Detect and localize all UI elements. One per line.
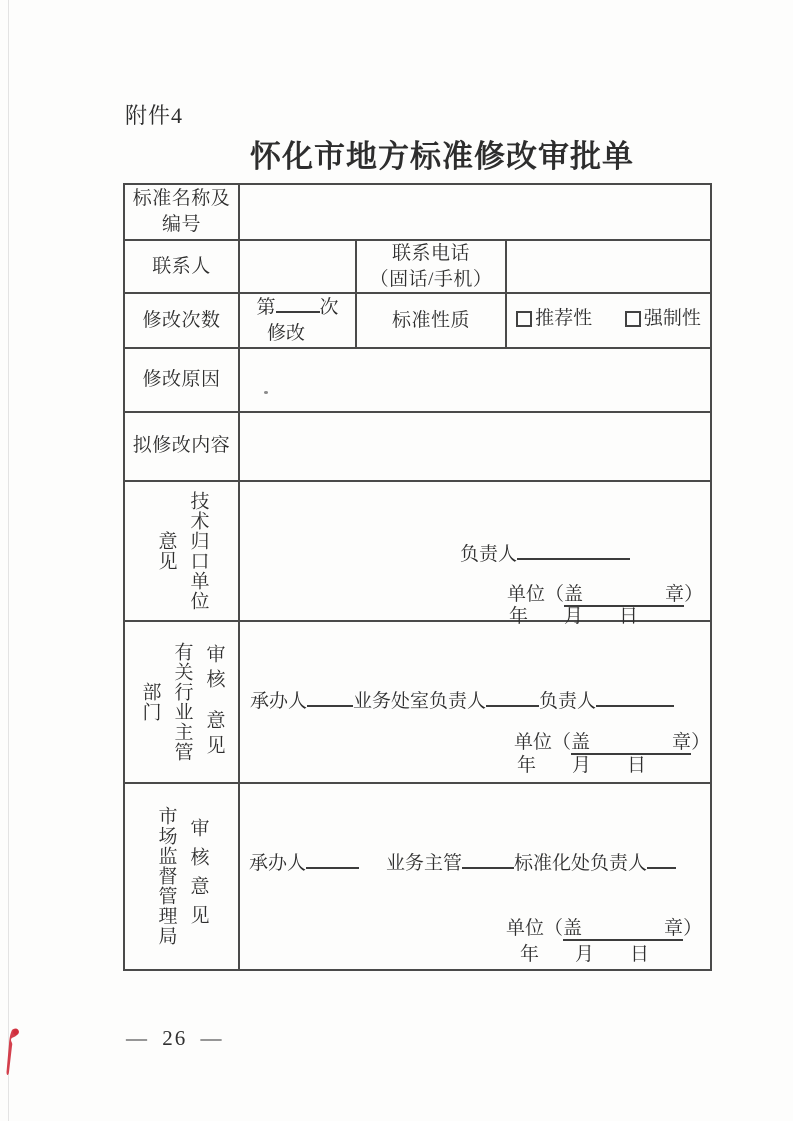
- page-title: 怀化市地方标准修改审批单: [250, 139, 634, 174]
- industry-date-line: 年 月 日: [517, 754, 647, 776]
- tech-opinion-label: 意见: [155, 530, 177, 571]
- market-bureau-label: 市场监督管理局: [155, 806, 177, 947]
- reason-field: [239, 348, 711, 412]
- revision-times-field: 第 次 修改: [239, 293, 356, 347]
- tech-unit-label: 技术归口单位: [187, 490, 209, 611]
- seal-blank: 盖 章: [563, 918, 683, 942]
- row-tech-unit-opinion: [124, 481, 711, 621]
- row-contact: [124, 240, 711, 293]
- revision-times-label: 修改次数: [124, 293, 239, 347]
- checkbox-recommended: [516, 311, 532, 327]
- times-blank: [276, 294, 320, 313]
- row-revision-times: [124, 293, 711, 347]
- industry-signers-line: 承办人 业务处室负责人 负责人: [250, 688, 674, 713]
- tech-responsible-line: 负责人: [460, 541, 630, 566]
- approval-form-table: [123, 183, 712, 971]
- contact-field: [239, 240, 356, 293]
- market-bureau-opinion-cell: [239, 783, 711, 970]
- row-reason: [124, 348, 711, 412]
- row-proposed-content: [124, 412, 711, 481]
- option-recommended: 推荐性: [516, 306, 592, 332]
- market-seal-line: 单位（盖 章）: [506, 918, 702, 942]
- market-bureau-label-cell: [124, 783, 239, 970]
- contact-label: 联系人: [124, 240, 239, 293]
- standard-name-label: 标准名称及 编号: [124, 184, 239, 240]
- red-ink-mark: [3, 1026, 25, 1084]
- industry-dept-opinion-cell: [239, 621, 711, 783]
- tech-unit-opinion-cell: [239, 481, 711, 627]
- row-industry-dept-opinion: [124, 621, 711, 783]
- attachment-label: 附件4: [125, 103, 184, 128]
- industry-seal-line: 单位（盖 章）: [514, 732, 710, 756]
- industry-dept-label-part2: 部门: [139, 681, 161, 722]
- seal-blank: 盖 章: [571, 732, 691, 756]
- nature-label: 标准性质: [356, 293, 506, 347]
- proposed-content-label: 拟修改内容: [124, 412, 239, 481]
- industry-review-opinion-label: 审核意见: [203, 643, 225, 760]
- option-mandatory: 强制性: [625, 306, 701, 332]
- proposed-content-field: [239, 412, 711, 481]
- nature-options-cell: [506, 293, 711, 347]
- market-date-line: 年 月 日: [520, 943, 650, 965]
- tech-unit-label-cell: [124, 481, 239, 621]
- phone-field: [506, 240, 711, 293]
- scan-speck: [264, 391, 268, 394]
- market-review-opinion-label: 审核意见: [187, 818, 209, 935]
- seal-blank: 盖 章: [564, 584, 684, 608]
- scan-edge-line: [8, 0, 9, 1121]
- reason-label: 修改原因: [124, 348, 239, 412]
- tech-date-line: 年 月 日: [509, 605, 639, 627]
- tech-unit-seal-line: 单位（盖 章）: [507, 584, 703, 608]
- responsible-blank: [517, 541, 630, 560]
- page-number: — 26 —: [126, 1026, 224, 1050]
- checkbox-mandatory: [625, 311, 641, 327]
- phone-label: 联系电话 （固话/手机）: [356, 240, 506, 293]
- row-market-bureau-opinion: [124, 783, 711, 970]
- standard-name-field: [239, 184, 711, 240]
- row-standard-name: [124, 184, 711, 240]
- industry-dept-label-part1: 有关行业主管: [171, 641, 193, 762]
- industry-dept-label-cell: [124, 621, 239, 783]
- market-signers-line: 承办人 业务主管 标准化处负责人: [249, 850, 676, 875]
